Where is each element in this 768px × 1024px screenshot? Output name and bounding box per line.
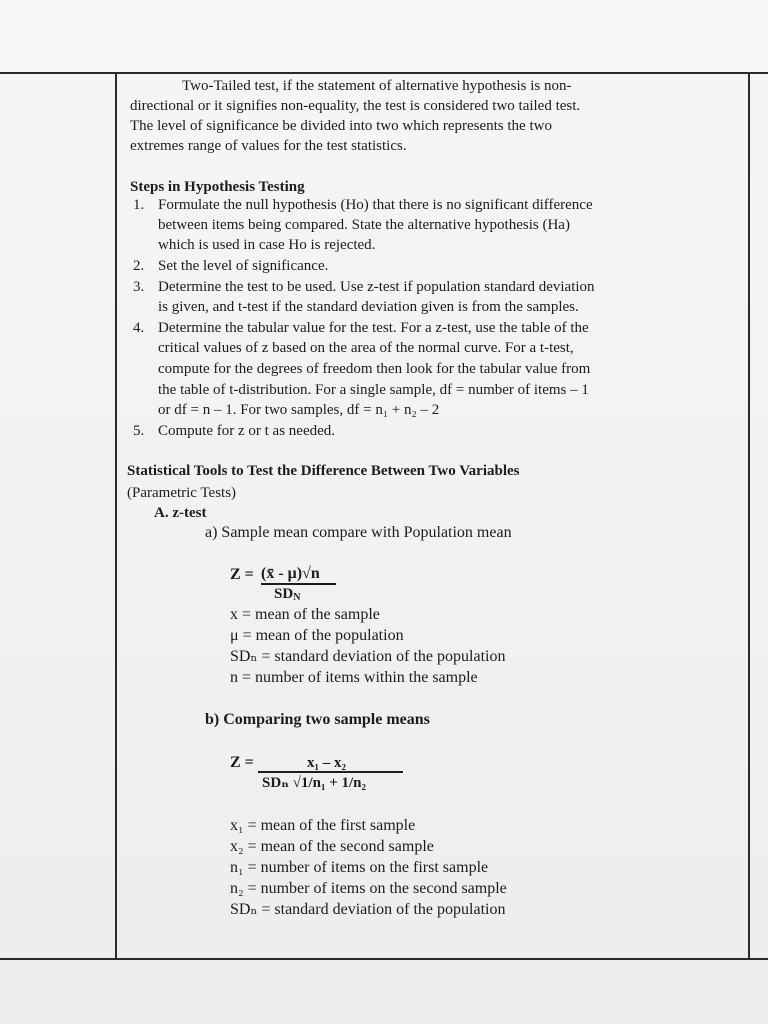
- step-5-line-1: Compute for z or t as needed.: [158, 423, 336, 439]
- case-a-def-2: μ = mean of the population: [230, 627, 404, 644]
- case-b-def-2: x₂ = mean of the second sample: [230, 838, 434, 855]
- step-1-line-2: between items being compared. State the alternative hypothesis (Ha): [158, 217, 570, 233]
- formula-a-lhs: Z =: [230, 566, 254, 583]
- step-1-line-1: Formulate the null hypothesis (Ho) that there is no significant difference: [158, 197, 593, 213]
- formula-a-denominator: $SD_N$: [274, 586, 301, 603]
- step-number: 5.: [133, 423, 145, 439]
- formula-b-lhs: Z =: [230, 754, 254, 771]
- table-border-right: [748, 72, 750, 959]
- step-4-line-5: or df = n – 1. For two samples, df = n₁ + n₂ – 2: [158, 402, 440, 418]
- step-2-line-1: Set the level of significance.: [158, 258, 329, 274]
- steps-heading: Steps in Hypothesis Testing: [130, 179, 305, 195]
- step-4-line-4: the table of t-distribution. For a single sample, df = number of items – 1: [158, 382, 589, 398]
- step-3-line-2: is given, and t-test if the standard deviation given is from the samples.: [158, 299, 579, 315]
- case-b-def-5: SDₙ = standard deviation of the population: [230, 901, 506, 918]
- case-b-def-1: x₁ = mean of the first sample: [230, 817, 416, 834]
- intro-line-2: directional or it signifies non-equality, the test is considered two tailed test.: [130, 98, 581, 114]
- intro-line-1: Two-Tailed test, if the statement of alternative hypothesis is non-: [182, 78, 572, 94]
- step-1-line-3: which is used in case Ho is rejected.: [158, 237, 376, 253]
- formula-b-denominator: SDₙ √1/n₁ + 1/n₂: [262, 775, 367, 791]
- step-number: 1.: [133, 197, 145, 213]
- tools-heading: Statistical Tools to Test the Difference Between Two Variables: [127, 463, 520, 479]
- section-a-heading: A. z-test: [154, 505, 207, 521]
- formula-b-numerator: x₁ – x₂: [307, 755, 346, 771]
- case-a-def-1: x = mean of the sample: [230, 606, 380, 623]
- step-number: 4.: [133, 320, 145, 336]
- step-number: 2.: [133, 258, 145, 274]
- formula-a-numerator: (x̄ - μ)√n: [261, 565, 320, 582]
- step-4-line-3: compute for the degrees of freedom then look for the tabular value from: [158, 361, 591, 377]
- case-a-label: a) Sample mean compare with Population mean: [205, 524, 512, 541]
- tools-subheading: (Parametric Tests): [127, 485, 237, 501]
- case-a-def-3: SDₙ = standard deviation of the population: [230, 648, 506, 665]
- table-border-left: [115, 72, 117, 959]
- case-b-def-3: n₁ = number of items on the first sample: [230, 859, 489, 876]
- intro-line-3: The level of significance be divided into two which represents the two: [130, 118, 552, 134]
- step-3-line-1: Determine the test to be used. Use z-test if population standard deviation: [158, 279, 595, 295]
- case-b-def-4: n₂ = number of items on the second sample: [230, 880, 507, 897]
- intro-line-4: extremes range of values for the test statistics.: [130, 138, 407, 154]
- step-number: 3.: [133, 279, 145, 295]
- step-4-line-1: Determine the tabular value for the test. For a z-test, use the table of the: [158, 320, 589, 336]
- step-4-line-2: critical values of z based on the area of the normal curve. For a t-test,: [158, 340, 574, 356]
- case-a-def-4: n = number of items within the sample: [230, 669, 478, 686]
- case-b-label: b) Comparing two sample means: [205, 711, 430, 728]
